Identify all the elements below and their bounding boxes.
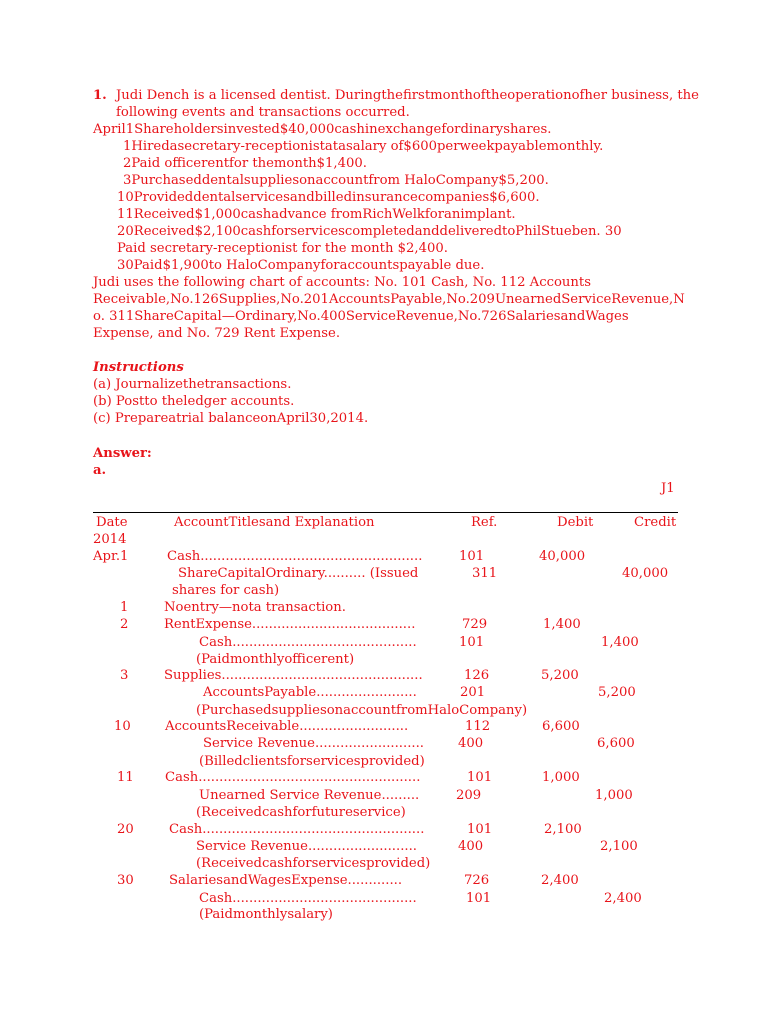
answer-part-label: a. (93, 463, 107, 478)
row-debit: 1,000 (542, 770, 580, 785)
col-header-credit: Credit (634, 515, 677, 530)
event-line: 2Paid officerentfor themonth$1,400. (123, 156, 367, 171)
row-account: AccountsReceivable.......................... (165, 719, 409, 734)
row-explanation: shares for cash) (172, 583, 280, 598)
row-ref: 726 (464, 873, 490, 888)
row-debit: 6,600 (542, 719, 580, 734)
chart-of-accounts-line: Expense, and No. 729 Rent Expense. (93, 326, 341, 341)
row-ref: 101 (466, 891, 492, 906)
row-account: Cash..................................................... (167, 549, 423, 564)
row-explanation: (Receivedcashforfutureservice) (196, 805, 406, 820)
chart-of-accounts-line: o. 311ShareCapital—Ordinary,No.400ServiceRevenue,No.726SalariesandWages (93, 309, 629, 324)
row-date: Apr.1 (93, 549, 129, 564)
chart-of-accounts-line: Judi uses the following chart of accounts: No. 101 Cash, No. 112 Accounts (93, 275, 591, 290)
event-line: 11Received$1,000cashadvance fromRichWelkforanimplant. (117, 207, 516, 222)
row-account: Cash..................................................... (169, 822, 425, 837)
row-debit: 5,200 (541, 668, 579, 683)
row-account: Cash............................................ (199, 891, 417, 906)
row-date: 3 (120, 668, 129, 683)
row-ref: 101 (459, 549, 485, 564)
row-account: Service Revenue.......................... (203, 736, 424, 751)
row-credit: 1,000 (595, 788, 633, 803)
row-debit: 40,000 (539, 549, 586, 564)
instruction-item: (b) Postto theledger accounts. (93, 394, 295, 409)
row-ref: 101 (459, 635, 485, 650)
journal-page-ref: J1 (661, 481, 675, 496)
row-account: Noentry—nota transaction. (164, 600, 346, 615)
row-ref: 400 (458, 839, 484, 854)
row-date: 1 (120, 600, 129, 615)
row-ref: 400 (458, 736, 484, 751)
event-line: 20Received$2,100cashforservicescompletedanddeliveredtoPhilStueben. 30 (117, 224, 622, 239)
row-credit: 6,600 (597, 736, 635, 751)
row-account: Unearned Service Revenue......... (199, 788, 420, 803)
event-line: 1Hiredasecretary-receptionistatasalary of$600perweekpayablemonthly. (123, 139, 604, 154)
row-ref: 201 (460, 685, 486, 700)
row-debit: 1,400 (543, 617, 581, 632)
col-header-ref: Ref. (471, 515, 498, 530)
row-account: RentExpense....................................... (164, 617, 416, 632)
row-account: Cash..................................................... (165, 770, 421, 785)
row-account: ShareCapitalOrdinary.......... (Issued (178, 566, 419, 581)
row-ref: 729 (462, 617, 488, 632)
event-line: April1Shareholdersinvested$40,000cashinexchangefordinaryshares. (93, 122, 552, 137)
col-header-date: Date (96, 515, 128, 530)
row-debit: 2,100 (544, 822, 582, 837)
event-line: 10Provideddentalservicesandbilledinsurancecompanies$6,600. (117, 190, 540, 205)
row-credit: 40,000 (622, 566, 669, 581)
problem-intro-line: Judi Dench is a licensed dentist. Duringthefirstmonthoftheoperationofher business, the (116, 88, 699, 103)
problem-intro-line: following events and transactions occurred. (116, 105, 410, 120)
journal-year: 2014 (93, 532, 127, 547)
instruction-item: (a) Journalizethetransactions. (93, 377, 292, 392)
row-ref: 112 (465, 719, 491, 734)
chart-of-accounts-line: Receivable,No.126Supplies,No.201AccountsPayable,No.209UnearnedServiceRevenue,N (93, 292, 685, 307)
row-ref: 101 (467, 770, 493, 785)
row-explanation: (Paidmonthlysalary) (199, 907, 333, 922)
row-account: SalariesandWagesExpense............. (169, 873, 403, 888)
row-credit: 5,200 (598, 685, 636, 700)
row-explanation: (PurchasedsuppliesonaccountfromHaloCompany) (196, 703, 528, 718)
row-date: 2 (120, 617, 129, 632)
row-debit: 2,400 (541, 873, 579, 888)
row-account: Cash............................................ (199, 635, 417, 650)
col-header-account-titles: AccountTitlesand Explanation (174, 515, 375, 530)
row-date: 30 (117, 873, 134, 888)
table-top-rule (93, 512, 678, 513)
event-line: Paid secretary-receptionist for the month $2,400. (117, 241, 448, 256)
row-ref: 311 (472, 566, 498, 581)
row-account: Service Revenue.......................... (196, 839, 417, 854)
row-date: 10 (114, 719, 131, 734)
row-date: 20 (117, 822, 134, 837)
row-account: Supplies................................................ (164, 668, 423, 683)
instructions-heading: Instructions (93, 360, 184, 375)
col-header-debit: Debit (557, 515, 594, 530)
event-line: 3Purchaseddentalsuppliesonaccountfrom HaloCompany$5,200. (123, 173, 549, 188)
event-line: 30Paid$1,900to HaloCompanyforaccountspayable due. (117, 258, 485, 273)
row-explanation: (Receivedcashforservicesprovided) (196, 856, 431, 871)
answer-heading: Answer: (93, 446, 152, 461)
row-explanation: (Paidmonthlyofficerent) (196, 652, 355, 667)
problem-number: 1. (93, 88, 107, 103)
row-credit: 2,400 (604, 891, 642, 906)
row-ref: 209 (456, 788, 482, 803)
row-ref: 101 (467, 822, 493, 837)
row-ref: 126 (464, 668, 490, 683)
instruction-item: (c) Prepareatrial balanceonApril30,2014. (93, 411, 369, 426)
row-account: AccountsPayable........................ (203, 685, 417, 700)
row-date: 11 (117, 770, 134, 785)
row-credit: 1,400 (601, 635, 639, 650)
row-credit: 2,100 (600, 839, 638, 854)
row-explanation: (Billedclientsforservicesprovided) (199, 754, 425, 769)
